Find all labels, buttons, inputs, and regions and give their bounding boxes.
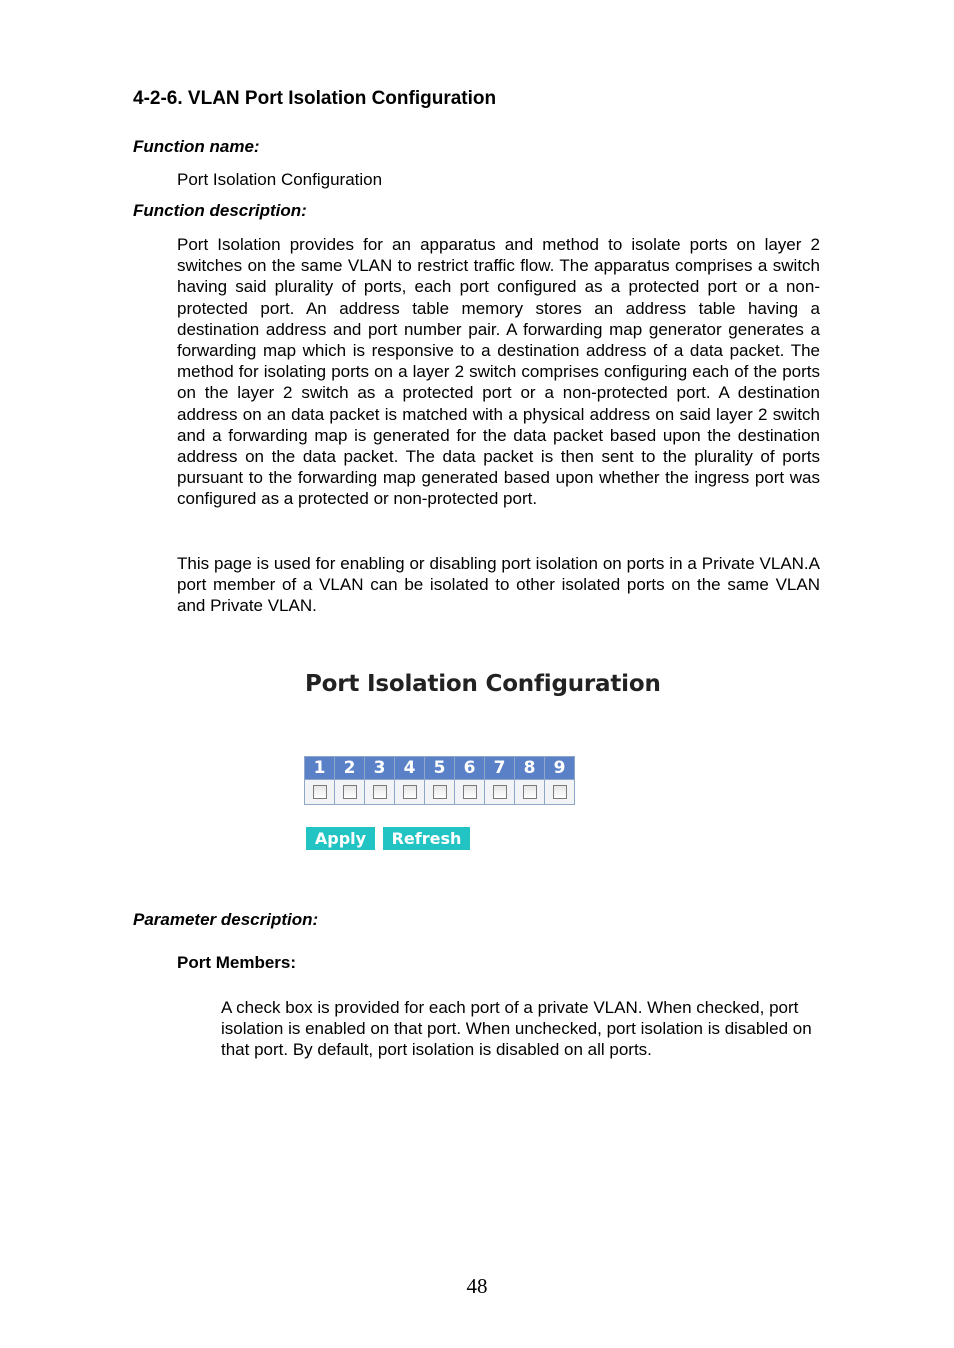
port-cell [365,780,395,805]
port-cell [515,780,545,805]
port-checkbox-row [305,780,575,805]
port-cell [455,780,485,805]
port-3-checkbox[interactable] [373,785,387,799]
port-4-checkbox[interactable] [403,785,417,799]
port-members-label: Port Members: [177,953,297,972]
function-description-paragraph-1: Port Isolation provides for an apparatus and method to isolate ports on layer 2 switches on the same VLAN to restrict traffic flow. The apparatus comprises a switch having said plurality of ports, each port configured as a protected port or a non-protected port. An address table memory stores an address table having a destination address and port number pair. A forwarding map generator generates a forwarding map which is responsive to a destination address of a data packet. The method for isolating ports on a layer 2 switch comprises configuring each of the ports on the layer 2 switch as a protected port or a non-protected port. A destination address on an data packet is matched with a physical address on said layer 2 switch and a forwarding map is generated for the data packet based upon the destination address on the data packet. The data packet is then sent to the plurality of ports pursuant to the forwarding map generated based upon whether the ingress port was configured as a protected or non-protected port. [177,235,820,509]
port-members-description: A check box is provided for each port of a private VLAN. When checked, port isolation is enabled on that port. When unchecked, port isolation is disabled on that port. By default, port isolation is disabled on all ports. [221,998,812,1060]
figure-title: Port Isolation Configuration [305,671,661,697]
port-2-checkbox[interactable] [343,785,357,799]
port-header: 7 [485,757,515,780]
function-name-value: Port Isolation Configuration [177,170,383,189]
port-header: 3 [365,757,395,780]
page-number: 48 [466,1274,488,1298]
port-1-checkbox[interactable] [313,785,327,799]
port-7-checkbox[interactable] [493,785,507,799]
section-title: 4-2-6. VLAN Port Isolation Configuration [133,88,497,109]
port-6-checkbox[interactable] [463,785,477,799]
port-header: 4 [395,757,425,780]
port-5-checkbox[interactable] [433,785,447,799]
port-9-checkbox[interactable] [553,785,567,799]
port-cell [425,780,455,805]
port-header: 6 [455,757,485,780]
port-header-row [305,757,575,780]
port-cell [335,780,365,805]
refresh-button[interactable]: Refresh [383,827,470,850]
port-cell [395,780,425,805]
port-cell [545,780,575,805]
apply-button[interactable]: Apply [306,827,375,850]
port-header: 1 [305,757,335,780]
port-header: 9 [545,757,575,780]
port-header: 2 [335,757,365,780]
function-name-label: Function name: [133,137,260,156]
port-cell [305,780,335,805]
parameter-description-label: Parameter description: [133,910,319,929]
port-8-checkbox[interactable] [523,785,537,799]
port-header: 5 [425,757,455,780]
function-description-label: Function description: [133,201,307,220]
port-cell [485,780,515,805]
function-description-paragraph-2: This page is used for enabling or disabling port isolation on ports in a Private VLAN.A port member of a VLAN can be isolated to other isolated ports on the same VLAN and Private VLAN. [177,554,820,616]
port-isolation-table [304,756,575,805]
port-header: 8 [515,757,545,780]
